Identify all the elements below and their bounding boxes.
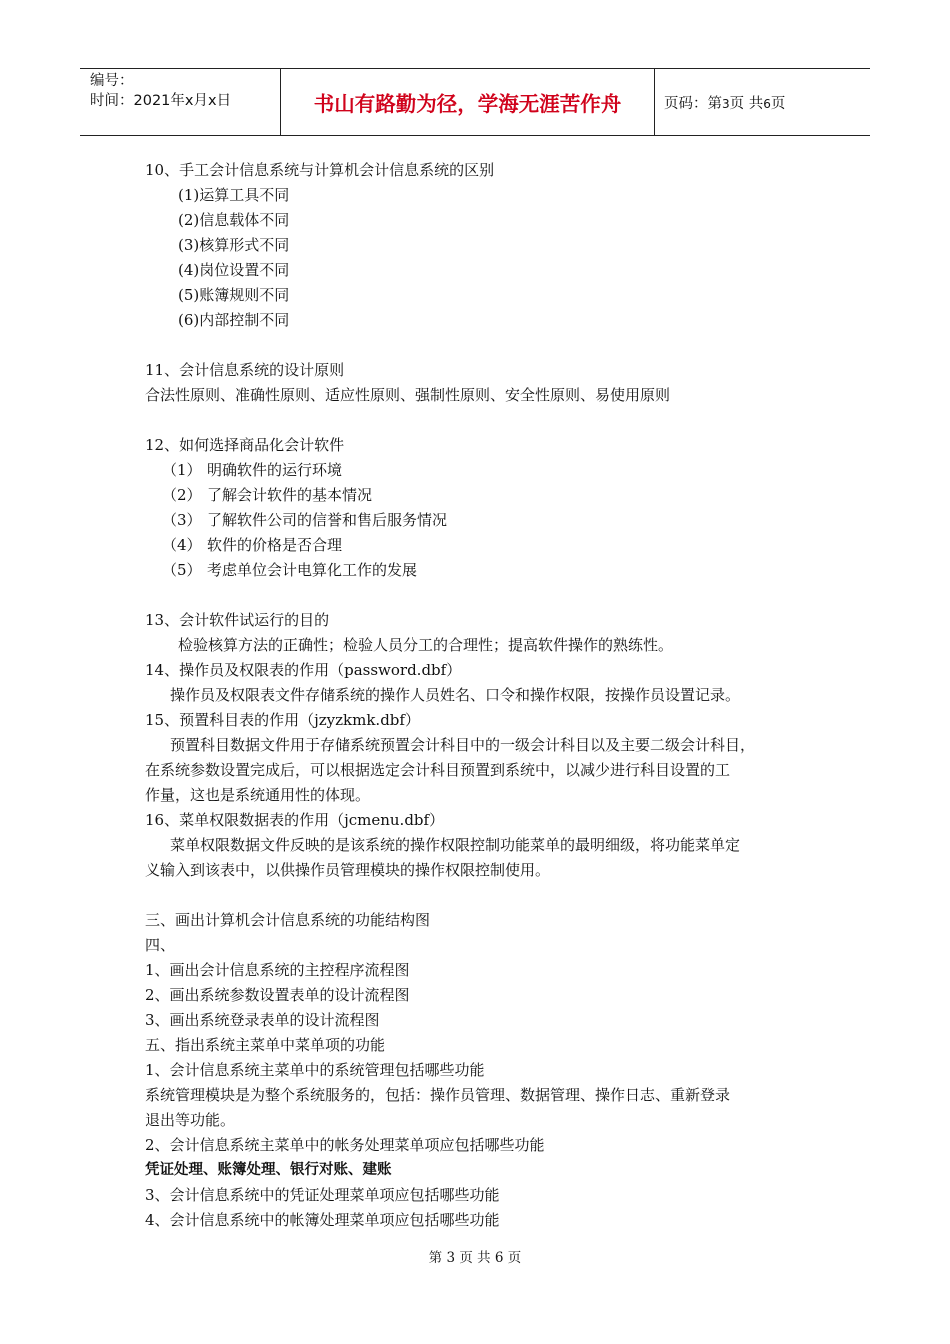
list-text: 考虑单位会计电算化工作的发展	[207, 561, 418, 579]
q12-title: 12、如何选择商品化会计软件	[145, 436, 345, 454]
q10-title: 10、手工会计信息系统与计算机会计信息系统的区别	[145, 161, 495, 179]
page-number: 3	[722, 97, 730, 111]
header-divider-right	[654, 69, 655, 135]
list-item	[145, 533, 825, 558]
list-number: （1）	[162, 461, 202, 479]
q15-title: 15、预置科目表的作用（jzyzkmk.dbf）	[145, 711, 420, 729]
section-4-title: 四、	[145, 936, 176, 954]
header-date: 时间：2021年x月x日	[90, 93, 232, 109]
header-motto: 书山有路勤为径，学海无涯苦作舟	[313, 92, 622, 116]
q11-title: 11、会计信息系统的设计原则	[145, 361, 345, 379]
q15-text-line: 预置科目数据文件用于存储系统预置会计科目中的一级会计科目以及主要二级会计科目，	[170, 736, 756, 754]
list-item: (4)岗位设置不同	[178, 261, 290, 279]
list-item: 2、画出系统参数设置表单的设计流程图	[145, 986, 410, 1004]
list-text: 软件的价格是否合理	[207, 536, 343, 554]
header-number-label: 编号：	[90, 73, 134, 89]
page-label-mid: 页 共	[729, 96, 764, 112]
list-item: (6)内部控制不同	[178, 311, 290, 329]
list-text: 了解会计软件的基本情况	[207, 486, 373, 504]
list-item	[145, 508, 825, 533]
q15-text-line: 作量，这也是系统通用性的体现。	[145, 786, 371, 804]
page-label-post: 页	[770, 96, 786, 112]
header-page-info	[664, 69, 785, 135]
s5-question-4: 4、会计信息系统中的帐簿处理菜单项应包括哪些功能	[145, 1211, 500, 1229]
list-item: (1)运算工具不同	[178, 186, 290, 204]
section-3-title: 三、画出计算机会计信息系统的功能结构图	[145, 911, 431, 929]
s5-answer-1-line: 系统管理模块是为整个系统服务的，包括：操作员管理、数据管理、操作日志、重新登录	[145, 1086, 731, 1104]
list-number: （3）	[162, 511, 202, 529]
s5-answer-1-line: 退出等功能。	[145, 1111, 236, 1129]
q14-text: 操作员及权限表文件存储系统的操作人员姓名、口令和操作权限，按操作员设置记录。	[170, 686, 741, 704]
list-item	[145, 558, 825, 583]
section-5-title: 五、指出系统主菜单中菜单项的功能	[145, 1036, 386, 1054]
q13-title: 13、会计软件试运行的目的	[145, 611, 330, 629]
list-item: (2)信息载体不同	[178, 211, 290, 229]
q15-text-line: 在系统参数设置完成后，可以根据选定会计科目预置到系统中，以减少进行科目设置的工	[145, 761, 731, 779]
header-meta	[90, 71, 280, 111]
list-item: (5)账簿规则不同	[178, 286, 290, 304]
s5-question-1: 1、会计信息系统主菜单中的系统管理包括哪些功能	[145, 1061, 485, 1079]
q13-text: 检验核算方法的正确性；检验人员分工的合理性；提高软件操作的熟练性。	[178, 636, 674, 654]
page-total: 6	[763, 97, 771, 111]
q16-text-line: 义输入到该表中，以供操作员管理模块的操作权限控制使用。	[145, 861, 551, 879]
list-item: 1、画出会计信息系统的主控程序流程图	[145, 961, 410, 979]
document-body	[145, 158, 825, 1233]
q16-title: 16、菜单权限数据表的作用（jcmenu.dbf）	[145, 811, 445, 829]
list-item: (3)核算形式不同	[178, 236, 290, 254]
page-footer: 第 3 页 共 6 页	[428, 1250, 522, 1266]
page-label-pre: 页码：第	[664, 96, 722, 112]
s5-question-3: 3、会计信息系统中的凭证处理菜单项应包括哪些功能	[145, 1186, 500, 1204]
q14-title: 14、操作员及权限表的作用（password.dbf）	[145, 661, 462, 679]
s5-question-2: 2、会计信息系统主菜单中的帐务处理菜单项应包括哪些功能	[145, 1136, 545, 1154]
q16-text-line: 菜单权限数据文件反映的是该系统的操作权限控制功能菜单的最明细级，将功能菜单定	[170, 836, 741, 854]
list-text: 了解软件公司的信誉和售后服务情况	[207, 511, 448, 529]
list-number: （2）	[162, 486, 202, 504]
s5-answer-2: 凭证处理、账簿处理、银行对账、建账	[145, 1162, 392, 1178]
list-number: （5）	[162, 561, 202, 579]
list-number: （4）	[162, 536, 202, 554]
list-text: 明确软件的运行环境	[207, 461, 343, 479]
page-header	[80, 68, 870, 136]
q11-text: 合法性原则、准确性原则、适应性原则、强制性原则、安全性原则、易使用原则	[145, 386, 671, 404]
list-item	[145, 483, 825, 508]
list-item: 3、画出系统登录表单的设计流程图	[145, 1011, 380, 1029]
list-item	[145, 458, 825, 483]
